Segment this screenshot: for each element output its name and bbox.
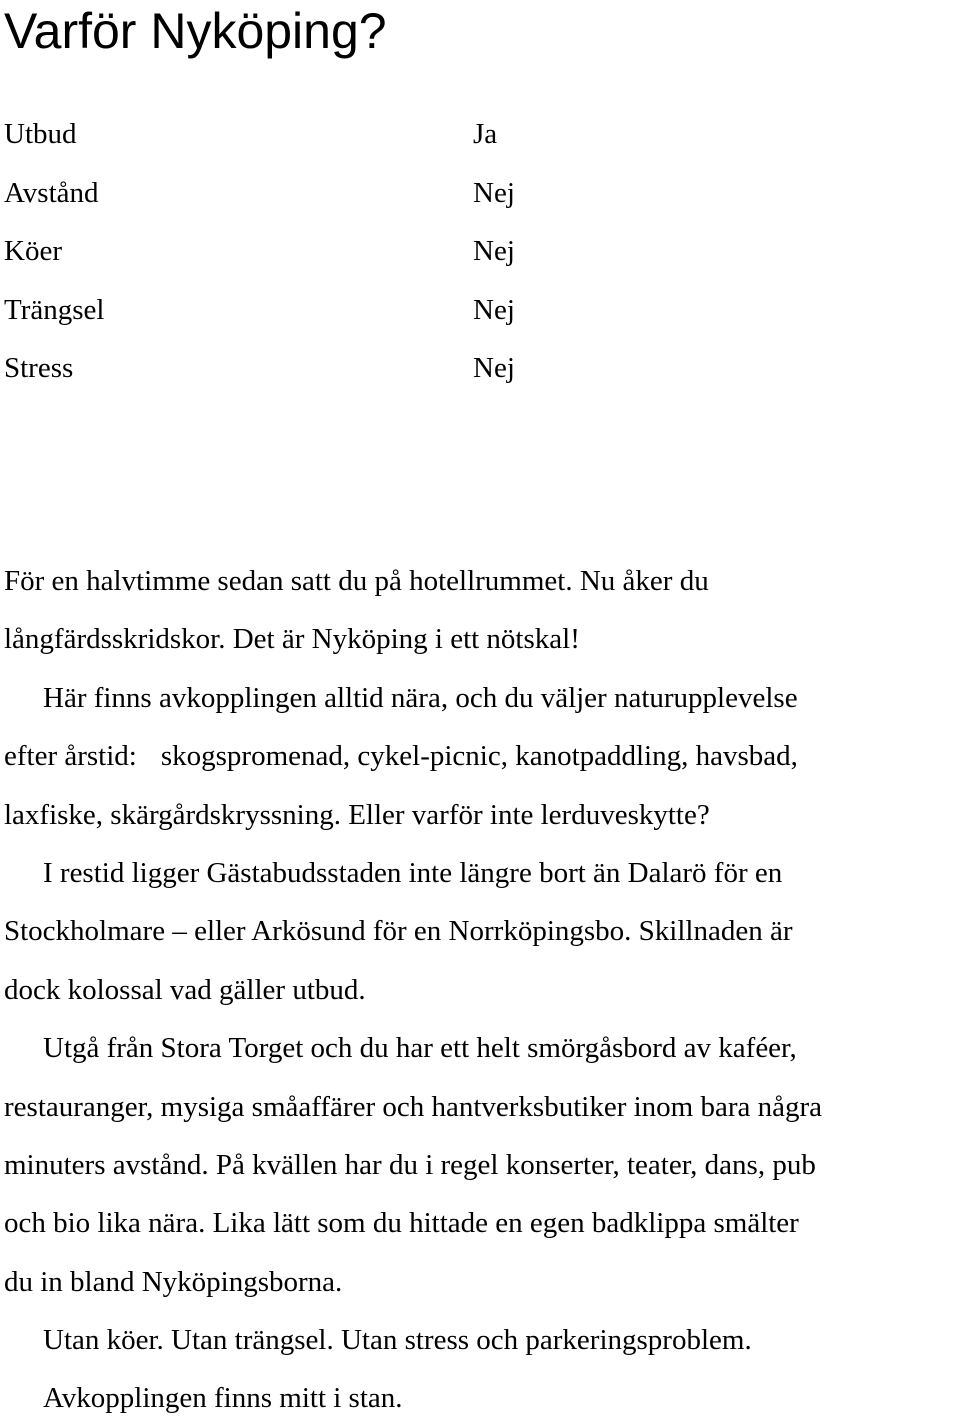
summary-label: Stress <box>4 352 74 384</box>
summary-value: Ja <box>473 118 498 150</box>
body-line: långfärdsskridskor. Det är Nyköping i ett nötskal! <box>4 623 580 656</box>
body-line: laxfiske, skärgårdskryssning. Eller varför inte lerduveskytte? <box>4 798 710 831</box>
summary-value: Nej <box>473 176 515 209</box>
body-line-split <box>4 727 959 785</box>
summary-row-avstand <box>4 164 604 223</box>
body-line: Utan köer. Utan trängsel. Utan stress och parkeringsproblem. <box>43 1324 752 1357</box>
summary-row-koer <box>4 222 604 281</box>
body-line: du in bland Nyköpingsborna. <box>4 1265 343 1298</box>
summary-row-utbud <box>4 105 604 164</box>
summary-row-stress <box>4 339 604 398</box>
summary-value: Nej <box>473 352 515 384</box>
page-title: Varför Nyköping? <box>4 3 387 59</box>
summary-value: Nej <box>473 293 515 326</box>
summary-value: Nej <box>473 235 515 267</box>
body-line: Avkopplingen finns mitt i stan. <box>43 1382 403 1415</box>
summary-row-trangsel <box>4 281 604 340</box>
body-line: dock kolossal vad gäller utbud. <box>4 973 366 1006</box>
body-line: Stockholmare – eller Arkösund för en Norrköpingsbo. Skillnaden är <box>4 915 793 948</box>
body-line: I restid ligger Gästabudsstaden inte längre bort än Dalarö för en <box>43 856 783 889</box>
summary-label: Utbud <box>4 118 77 150</box>
body-line-part: efter årstid: <box>4 740 137 773</box>
body-line: Utgå från Stora Torget och du har ett helt smörgåsbord av kaféer, <box>43 1032 797 1065</box>
summary-label: Avstånd <box>4 176 99 209</box>
summary-label: Trängsel <box>4 293 105 326</box>
body-text <box>4 552 959 1428</box>
body-line: Här finns avkopplingen alltid nära, och du väljer naturupplevelse <box>43 681 798 714</box>
body-line: och bio lika nära. Lika lätt som du hittade en egen badklippa smälter <box>4 1207 799 1240</box>
body-line-part: skogspromenad, cykel-picnic, kanotpaddling, havsbad, <box>160 740 798 773</box>
body-line: minuters avstånd. På kvällen har du i regel konserter, teater, dans, pub <box>4 1148 816 1181</box>
summary-table <box>4 105 604 398</box>
body-line: För en halvtimme sedan satt du på hotellrummet. Nu åker du <box>4 565 709 597</box>
summary-label: Köer <box>4 235 62 267</box>
body-line: restauranger, mysiga småaffärer och hantverksbutiker inom bara några <box>4 1090 823 1123</box>
